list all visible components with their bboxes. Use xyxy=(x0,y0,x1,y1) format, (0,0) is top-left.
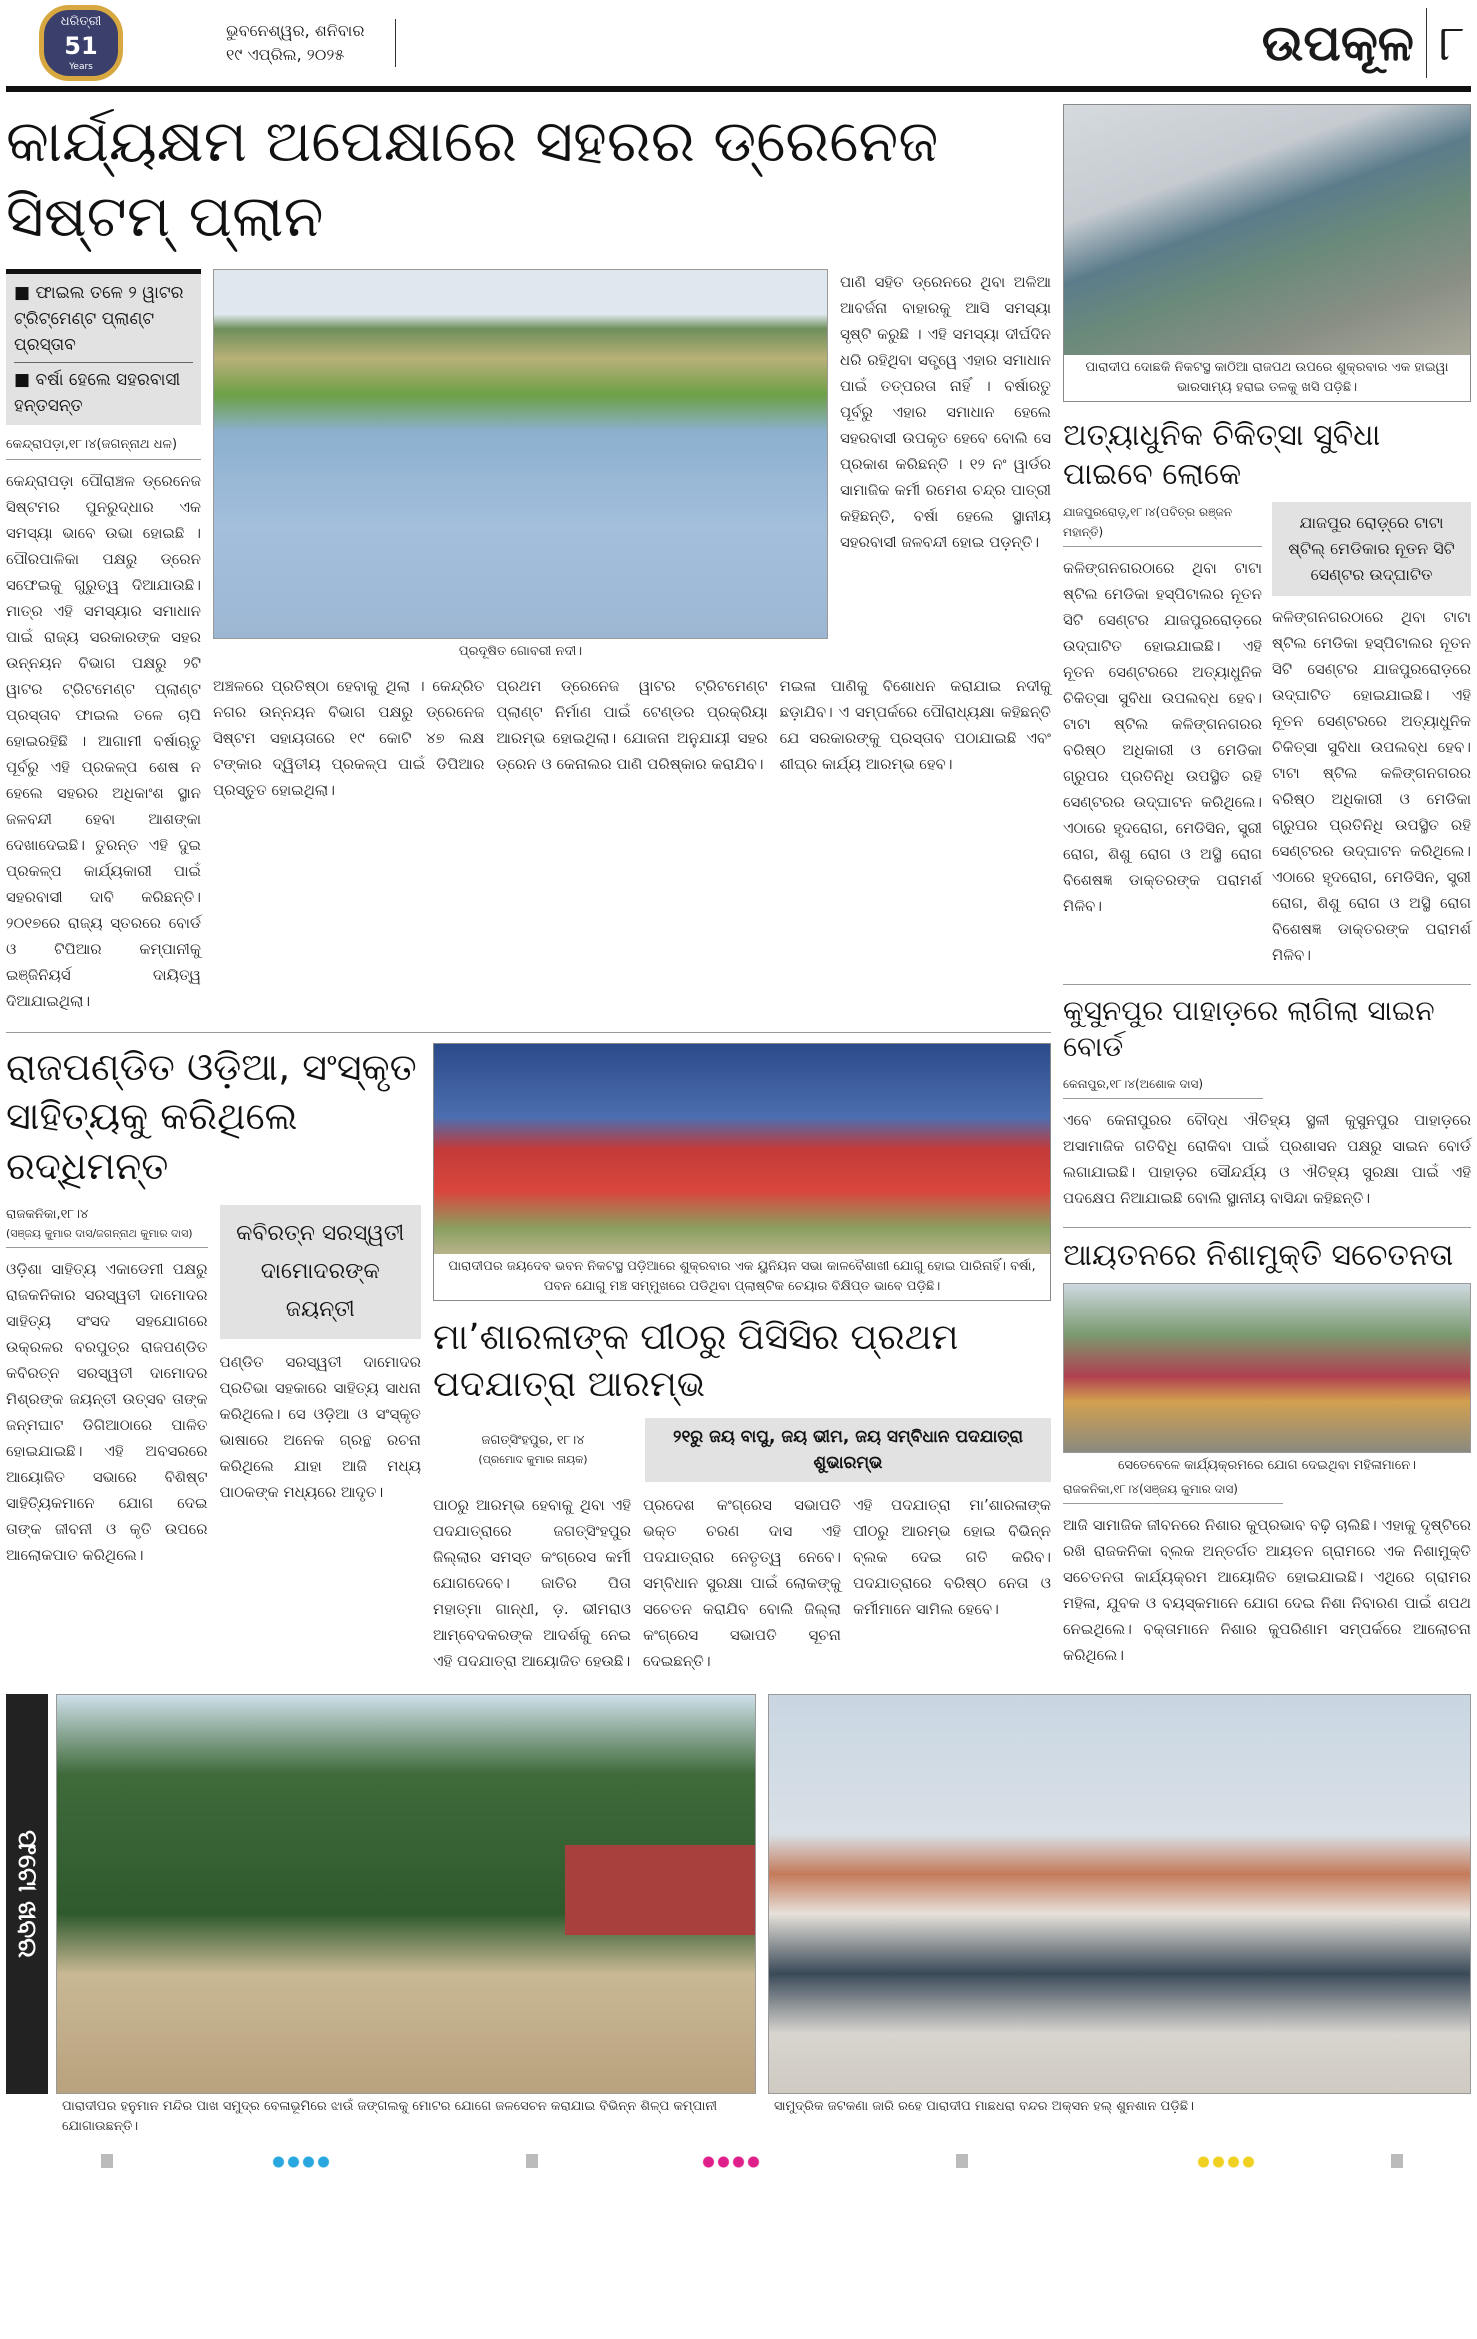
hospital-headline: ଅତ୍ୟାଧୁନିକ ଚିକିତ୍ସା ସୁବିଧା ପାଇବେ ଲୋକେ xyxy=(1063,418,1381,492)
lead-dateline: କେନ୍ଦ୍ରାପଡ଼ା,୧୮।୪(ଜଗନ୍ନାଥ ଧଳ) xyxy=(6,435,201,460)
logo xyxy=(6,5,156,81)
stage-photo-caption: ପାରାଦୀପର ଜୟଦେବ ଭବନ ନିକଟସ୍ଥ ପଡ଼ିଆରେ ଶୁକ୍ରବାର ଏକ ୟୁନିୟନ ସଭା କାଳବୈଶାଖୀ ଯୋଗୁ ହୋଇ ପାରିନାହିଁ। ବର୍ଷା, ପବନ ଯୋଗୁ ମଞ୍ଚ ସମ୍ମୁଖରେ ପଡିଥିବା ପ୍ଲାଷ୍ଟିକ ଚେୟାର ବିକ୍ଷିପ୍ତ ଭାବେ ପଡ଼ିଛି। xyxy=(448,1258,1036,1294)
lead-highlights xyxy=(6,269,201,425)
red-wall xyxy=(565,1845,755,1935)
sarala-body-col2: ପ୍ରଦେଶ କଂଗ୍ରେସ ସଭାପତି ଭକ୍ତ ଚରଣ ଦାସ ଏହି ପଦଯାତ୍ରାର ନେତୃତ୍ୱ ନେବେ। ସମ୍ବିଧାନ ସୁରକ୍ଷା ପାଇଁ ଲୋକଙ୍କୁ ସଚେତନ କରାଯିବ ବୋଲି ଜିଲ୍ଲା କଂଗ୍ରେସ ସଭାପତି ସୂଚନା ଦେଇଛନ୍ତି। xyxy=(643,1496,841,1671)
sarala-byline: (ପ୍ରମୋଦ କୁମାର ନାୟକ) xyxy=(478,1453,588,1467)
sarala-headline: ମା’ଶାରଳାଙ୍କ ପୀଠରୁ ପିସିସିର ପ୍ରଥମ ପଦଯାତ୍ରା ଆରମ୍ଭ xyxy=(433,1316,959,1405)
river-photo-caption: ପ୍ରଦୂଷିତ ଗୋବରୀ ନଦୀ। xyxy=(458,643,583,659)
truck-image xyxy=(1064,105,1470,355)
logo-text: ଧରିତ୍ରୀ xyxy=(60,14,102,29)
rajapandita-byline: (ସଞ୍ଜୟ କୁମାର ଦାସ/ଜଗନ୍ନାଥ କୁମାର ଦାସ) xyxy=(6,1225,208,1248)
highlight-item: ■ ଫାଇଲ ତଳେ ୨ ୱାଟର ଟ୍ରିଟ୍‌ମେଣ୍ଟ ପ୍ଲାଣ୍ଟ ପ୍ରସ୍ତାବ xyxy=(14,280,193,363)
truck-photo-caption: ପାରାଦୀପ ଦୋଛକି ନିକଟସ୍ଥ କାଠିଆ ରାଜପଥ ଉପରେ ଶୁକ୍ରବାର ଏକ ହାଇୱା ଭାରସାମ୍ୟ ହରାଇ ତଳକୁ ଖସି ପଡ଼ିଛି। xyxy=(1085,360,1449,395)
lead-body-col2: ପାଣି ସହିତ ଡ୍ରେନରେ ଥିବା ଅଳିଆ ଆବର୍ଜନା ବାହାରକୁ ଆସି ସମସ୍ୟା ସୃଷ୍ଟି କରୁଛି । ଏହି ସମସ୍ୟା ଦୀର୍ଘଦିନ ଧରି ରହିଥିବା ସତ୍ତ୍ୱେ ଏହାର ସମାଧାନ ପାଇଁ ତତ୍ପରତା ନାହିଁ । ବର୍ଷାରତୁ ପୂର୍ବରୁ ଏହାର ସମାଧାନ ହେଲେ ସହରବାସୀ ଉପକୃତ ହେବେ ବୋଲି ସେ ପ୍ରକାଶ କରିଛନ୍ତି । ୧୨ ନଂ ୱାର୍ଡର ସାମାଜିକ କର୍ମୀ ରମେଶ ଚନ୍ଦ୍ର ପାତ୍ରୀ କହିଛନ୍ତି, ବର୍ଷା ହେଲେ ସ୍ଥାନୀୟ ସହରବାସୀ ଜଳବନ୍ଦୀ ହୋଇ ପଡ଼ନ୍ତି। xyxy=(840,272,1051,551)
stage-image xyxy=(434,1044,1050,1254)
print-registration-marks xyxy=(6,2154,1471,2178)
photo-news-label: ଫଟୋ ଖବର xyxy=(6,1694,48,2094)
stage-photo xyxy=(433,1043,1051,1301)
hospital-body-col2: କଳିଙ୍ଗନଗରଠାରେ ଥିବା ଟାଟା ଷ୍ଟିଲ ମେଡିକା ହସ୍ପିଟାଲର ନୂତନ ସିଟି ସେଣ୍ଟର ଯାଜପୁରରୋଡ଼ରେ ଉଦ୍‌ଘାଟିତ ହୋଇଯାଇଛି। ଏହି ନୂତନ ସେଣ୍ଟରରେ ଅତ୍ୟାଧୁନିକ ଚିକିତ୍ସା ସୁବିଧା ଉପଲବ୍ଧ ହେବ। ଟାଟା ଷ୍ଟିଲ କଳିଙ୍ଗନଗରର ବରିଷ୍ଠ ଅଧିକାରୀ ଓ ମେଡିକା ଗ୍ରୁପର ପ୍ରତିନିଧି ଉପସ୍ଥିତ ରହି ସେଣ୍ଟରର ଉଦ୍‌ଘାଟନ କରିଥିଲେ। ଏଠାରେ ହୃଦରୋଗ, ମେଡିସିନ, ସ୍ତ୍ରୀ ରୋଗ, ଶିଶୁ ରୋଗ ଓ ଅସ୍ଥି ରୋଗ ବିଶେଷଜ୍ଞ ଡାକ୍ତରଙ୍କ ପରାମର୍ଶ ମିଳିବ। xyxy=(1272,608,1471,964)
section-title: ଉପକୂଳ xyxy=(1262,8,1427,78)
kusunpur-dateline: କେନାପୁର,୧୮।୪(ଅଶୋକ ଦାସ) xyxy=(1063,1074,1263,1099)
highlight-item: ■ ବର୍ଷା ହେଲେ ସହରବାସୀ ହନ୍ତସନ୍ତ xyxy=(14,369,181,416)
logo-sub: Years xyxy=(69,62,93,72)
hospital-box: ଯାଜପୁର ରୋଡ଼୍‌ରେ ଟାଟା ଷ୍ଟିଲ୍ ମେଡିକାର ନୂତନ ସିଟି ସେଣ୍ଟର ଉଦ୍‌ଘାଟିତ xyxy=(1272,502,1471,596)
masthead xyxy=(6,0,1471,92)
rajapandita-body-col2: ପଣ୍ଡିତ ସରସ୍ୱତୀ ଦାମୋଦର ପ୍ରତିଭା ସହକାରେ ସାହିତ୍ୟ ସାଧନା କରିଥିଲେ। ସେ ଓଡ଼ିଆ ଓ ସଂସ୍କୃତ ଭାଷାରେ ଅନେକ ଗ୍ରନ୍ଥ ରଚନା କରିଥିଲେ ଯାହା ଆଜି ମଧ୍ୟ ପାଠକଙ୍କ ମଧ୍ୟରେ ଆଦୃତ। xyxy=(219,1352,421,1501)
hospital-body: କଳିଙ୍ଗନଗରଠାରେ ଥିବା ଟାଟା ଷ୍ଟିଲ ମେଡିକା ହସ୍ପିଟାଲର ନୂତନ ସିଟି ସେଣ୍ଟର ଯାଜପୁରରୋଡ଼ରେ ଉଦ୍‌ଘାଟିତ ହୋଇଯାଇଛି। ଏହି ନୂତନ ସେଣ୍ଟରରେ ଅତ୍ୟାଧୁନିକ ଚିକିତ୍ସା ସୁବିଧା ଉପଲବ୍ଧ ହେବ। ଟାଟା ଷ୍ଟିଲ କଳିଙ୍ଗନଗରର ବରିଷ୍ଠ ଅଧିକାରୀ ଓ ମେଡିକା ଗ୍ରୁପର ପ୍ରତିନିଧି ଉପସ୍ଥିତ ରହି ସେଣ୍ଟରର ଉଦ୍‌ଘାଟନ କରିଥିଲେ। ଏଠାରେ ହୃଦରୋଗ, ମେଡିସିନ, ସ୍ତ୍ରୀ ରୋଗ, ଶିଶୁ ରୋଗ ଓ ଅସ୍ଥି ରୋଗ ବିଶେଷଜ୍ଞ ଡାକ୍ତରଙ୍କ ପରାମର୍ଶ ମିଳିବ। xyxy=(1063,559,1262,915)
rajapandita-box: କବିରତ୍ନ ସରସ୍ୱତୀ ଦାମୋଦରଙ୍କ ଜୟନ୍ତୀ xyxy=(220,1205,422,1339)
ayatana-photo xyxy=(1063,1283,1471,1453)
rajapandita-body-col1: ଓଡ଼ିଶା ସାହିତ୍ୟ ଏକାଡେମୀ ପକ୍ଷରୁ ରାଜକନିକାର ସରସ୍ୱତୀ ଦାମୋଦର ସାହିତ୍ୟ ସଂସଦ ସହଯୋଗରେ ଉକ୍ରଳର ବରପୁତ୍ର ରାଜପଣ୍ଡିତ କବିରତ୍ନ ସରସ୍ୱତୀ ଦାମୋଦର ମିଶ୍ରଙ୍କ ଜୟନ୍ତୀ ଉତ୍ସବ ତାଙ୍କ ଜନ୍ମଘାଟ ଡିଗିଆଠାରେ ପାଳିତ ହୋଇଯାଇଛି। ଏହି ଅବସରରେ ଆୟୋଜିତ ସଭାରେ ବିଶିଷ୍ଟ ସାହିତ୍ୟିକମାନେ ଯୋଗ ଦେଇ ତାଙ୍କ ଜୀବନୀ ଓ କୃତି ଉପରେ ଆଲୋକପାତ କରିଥିଲେ। xyxy=(6,1259,208,1564)
harbour-photo-caption: ସାମୁଦ୍ରିକ ଜଟକଣା ଜାରି ରହେ ପାରାଦୀପ ମାଛଧରା ବନ୍ଦର ଅକ୍ସନ ହଲ୍ ଶୁନଶାନ ପଡ଼ିଛି। xyxy=(774,2099,1195,2115)
lead-body-col4: ପ୍ରଥମ ଡ୍ରେନେଜ ୱାଟର ଟ୍ରିଟମେଣ୍ଟ ପ୍ଲାଣ୍ଟ ନିର୍ମାଣ ପାଇଁ ଟେଣ୍ଡର ପ୍ରକ୍ରିୟା ଆରମ୍ଭ ହୋଇଥିଲା। ଯୋଜନା ଅନୁଯାୟୀ ସହର ଡ୍ରେନ ଓ କେନାଲର ପାଣି ପରିଷ୍କାର କରାଯିବ। xyxy=(496,676,768,773)
ayatana-headline: ଆୟତନରେ ନିଶାମୁକ୍ତି ସଚେତନତା xyxy=(1063,1227,1471,1275)
kusunpur-headline: କୁସୁନପୁର ପାହାଡ଼ରେ ଲାଗିଲା ସାଇନ ବୋର୍ଡ xyxy=(1063,984,1471,1066)
lead-body-col1: କେନ୍ଦ୍ରାପଡ଼ା ପୌରାଞ୍ଚଳ ଡ୍ରେନେଜ ସିଷ୍ଟମର ପୁନରୁଦ୍ଧାର ଏକ ସମସ୍ୟା ଭାବେ ଉଭା ହୋଇଛି । ପୌରପାଳିକା ପକ୍ଷରୁ ଡ୍ରେନ ସଫେଇକୁ ଗୁରୁତ୍ୱ ଦିଆଯାଉଛି। ମାତ୍ର ଏହି ସମସ୍ୟାର ସମାଧାନ ପାଇଁ ରାଜ୍ୟ ସରକାରଙ୍କ ସହର ଉନ୍ନୟନ ବିଭାଗ ପକ୍ଷରୁ ୨ଟି ୱାଟର ଟ୍ରିଟମେଣ୍ଟ ପ୍ଲାଣ୍ଟ ପ୍ରସ୍ତାବ ଫାଇଲ ତଳେ ଚାପି ହୋଇରହିଛି । ଆଗାମୀ ବର୍ଷାଋତୁ ପୂର୍ବରୁ ଏହି ପ୍ରକଳ୍ପ ଶେଷ ନ ହେଲେ ସହରର ଅଧିକାଂଶ ସ୍ଥାନ ଜଳବନ୍ଦୀ ହେବା ଆଶଙ୍କା ଦେଖାଦେଇଛି। ତୁରନ୍ତ ଏହି ଦୁଇ ପ୍ରକଳ୍ପ କାର୍ଯ୍ୟକାରୀ ପାଇଁ ସହରବାସୀ ଦାବି କରିଛନ୍ତି। ୨୦୧୭ରେ ରାଜ୍ୟ ସ୍ତରରେ ବୋର୍ଡ ଓ ଟିପିଆର କମ୍ପାନୀକୁ ଇଞ୍ଜିନିୟର୍ସ ଦାୟିତ୍ୱ ଦିଆଯାଇଥିଲା। xyxy=(6,471,201,1010)
beach-photo-caption: ପାରାଦୀପର ହନୁମାନ ମନ୍ଦିର ପାଖ ସମୁଦ୍ର ବେଳାଭୂମିରେ ଝାଉଁ ଜଙ୍ଗଲକୁ ମୋଟର ଯୋଗେ ଜଳସେଚନ କରାଯାଇ ବିଭିନ୍ନ ଶିଳ୍ପ କମ୍ପାନୀ ଯୋଗାଉଛନ୍ତି। xyxy=(62,2099,718,2135)
sarala-dateline: ଜଗତ୍‌ସିଂହପୁର, ୧୮।୪ xyxy=(481,1433,585,1449)
ayatana-body: ଆଜି ସାମାଜିକ ଜୀବନରେ ନିଶାର କୁପ୍ରଭାବ ବଢ଼ି ଚାଲିଛି। ଏହାକୁ ଦୃଷ୍ଟିରେ ରଖି ରାଜକନିକା ବ୍ଲକ ଅନ୍ତର୍ଗତ ଆୟତନ ଗ୍ରାମରେ ଏକ ନିଶାମୁକ୍ତି ସଚେତନତା କାର୍ଯ୍ୟକ୍ରମ ଆୟୋଜିତ ହୋଇଯାଇଛି। ଏଥିରେ ଗ୍ରାମର ମହିଳା, ଯୁବକ ଓ ବୟସ୍କମାନେ ଯୋଗ ଦେଇ ନିଶା ନିବାରଣ ପାଇଁ ଶପଥ ନେଇଥିଲେ। ବକ୍ତାମାନେ ନିଶାର କୁପରିଣାମ ସମ୍ପର୍କରେ ଆଲୋଚନା କରିଥିଲେ। xyxy=(1063,1515,1471,1664)
sarala-subhead: ୨୧ରୁ ଜୟ ବାପୁ, ଜୟ ଭୀମ, ଜୟ ସମ୍ବିଧାନ ପଦଯାତ୍ରା ଶୁଭାରମ୍ଭ xyxy=(645,1418,1051,1482)
river-photo xyxy=(213,269,828,639)
hospital-dateline: ଯାଜପୁରରୋଡ଼୍,୧୮।୪(ପବିତ୍ର ରଞ୍ଜନ ମହାନ୍ତି) xyxy=(1063,502,1262,547)
harbour-photo xyxy=(768,1694,1471,2094)
sarala-body-col1: ପାଠରୁ ଆରମ୍ଭ ହେବାକୁ ଥିବା ଏହି ପଦଯାତ୍ରାରେ ଜଗତ୍‌ସିଂହପୁର ଜିଲ୍ଲାର ସମସ୍ତ କଂଗ୍ରେସ କର୍ମୀ ଯୋଗଦେବେ। ଜାତିର ପିତା ମହାତ୍ମା ଗାନ୍ଧୀ, ଡ଼. ଭୀମରାଓ ଆମ୍ବେଦକରଙ୍କ ଆଦର୍ଶକୁ ନେଇ ଏହି ପଦଯାତ୍ରା ଆୟୋଜିତ ହେଉଛି। xyxy=(433,1496,631,1671)
page-number: ୮ xyxy=(1438,14,1465,72)
lead-body-col3: ଅଞ୍ଚଳରେ ପ୍ରତିଷ୍ଠା ହେବାକୁ ଥିଲା । କେନ୍ଦ୍ରିତ ନଗର ଉନ୍ନୟନ ବିଭାଗ ପକ୍ଷରୁ ଡ୍ରେନେଜ ସିଷ୍ଟମ ସହାୟତାରେ ୧୯ କୋଟି ୪୭ ଲକ୍ଷ ଟଙ୍କାର ଦ୍ୱିତୀୟ ପ୍ରକଳ୍ପ ପାଇଁ ଡିପିଆର ପ୍ରସ୍ତୁତ ହୋଇଥିଲା। xyxy=(213,676,485,799)
lead-headline: କାର୍ଯ୍ୟକ୍ଷମ ଅପେକ୍ଷାରେ ସହରର ଡ୍ରେନେଜ ସିଷ୍ଟମ୍ ପ୍ଲାନ xyxy=(6,107,939,251)
ayatana-dateline: ରାଜକନିକା,୧୮।୪(ସଞ୍ଜୟ କୁମାର ଦାସ) xyxy=(1063,1479,1283,1504)
ayatana-photo-caption: ସେତେବେଳେ କାର୍ଯ୍ୟକ୍ରମରେ ଯୋଗ ଦେଇଥିବା ମହିଳାମାନେ। xyxy=(1117,1457,1417,1473)
sarala-body-col3: ଏହି ପଦଯାତ୍ରା ମା’ଶାରଳାଙ୍କ ପୀଠରୁ ଆରମ୍ଭ ହୋଇ ବିଭିନ୍ନ ବ୍ଲକ ଦେଇ ଗତି କରିବ। ପଦଯାତ୍ରାରେ ବରିଷ୍ଠ ନେତା ଓ କର୍ମୀମାନେ ସାମିଲ ହେବେ। xyxy=(853,1496,1051,1619)
rajapandita-headline: ରାଜପଣ୍ଡିତ ଓଡ଼ିଆ, ସଂସ୍କୃତ ସାହିତ୍ୟକୁ କରିଥିଲେ ରଦ୍ଧିମନ୍ତ xyxy=(6,1044,417,1188)
rajapandita-dateline: ରାଜକନିକା,୧୮।୪ xyxy=(6,1206,89,1222)
kusunpur-body: ଏବେ କେନାପୁରର ବୌଦ୍ଧ ଐତିହ୍ୟ ସ୍ଥଳୀ କୁସୁନପୁର ପାହାଡ଼ରେ ଅସାମାଜିକ ଗତିବିଧି ରୋକିବା ପାଇଁ ପ୍ରଶାସନ ପକ୍ଷରୁ ସାଇନ ବୋର୍ଡ ଲଗାଯାଇଛି। ପାହାଡ଼ର ସୌନ୍ଦର୍ଯ୍ୟ ଓ ଐତିହ୍ୟ ସୁରକ୍ଷା ପାଇଁ ଏହି ପଦକ୍ଷେପ ନିଆଯାଇଛି ବୋଲି ସ୍ଥାନୀୟ ବାସିନ୍ଦା କହିଛନ୍ତି। xyxy=(1063,1110,1471,1207)
logo-years: 51 xyxy=(64,32,98,60)
place-day: ଭୁବନେଶ୍ୱର, ଶନିବାର xyxy=(226,21,365,40)
beach-photo xyxy=(56,1694,756,2094)
truck-photo xyxy=(1063,104,1471,402)
lead-body-col5: ମଇଳା ପାଣିକୁ ବିଶୋଧନ କରାଯାଇ ନଦୀକୁ ଛଡ଼ାଯିବ। ଏ ସମ୍ପର୍କରେ ପୌରାଧ୍ୟକ୍ଷା କହିଛନ୍ତି ଯେ ସରକାରଙ୍କୁ ପ୍ରସ୍ତାବ ପଠାଯାଇଛି ଏବଂ ଶୀଘ୍ର କାର୍ଯ୍ୟ ଆରମ୍ଭ ହେବ। xyxy=(779,676,1051,773)
issue-date: ୧୯ ଏପ୍ରିଲ, ୨୦୨୫ xyxy=(226,45,345,64)
dateline-block xyxy=(226,19,396,67)
